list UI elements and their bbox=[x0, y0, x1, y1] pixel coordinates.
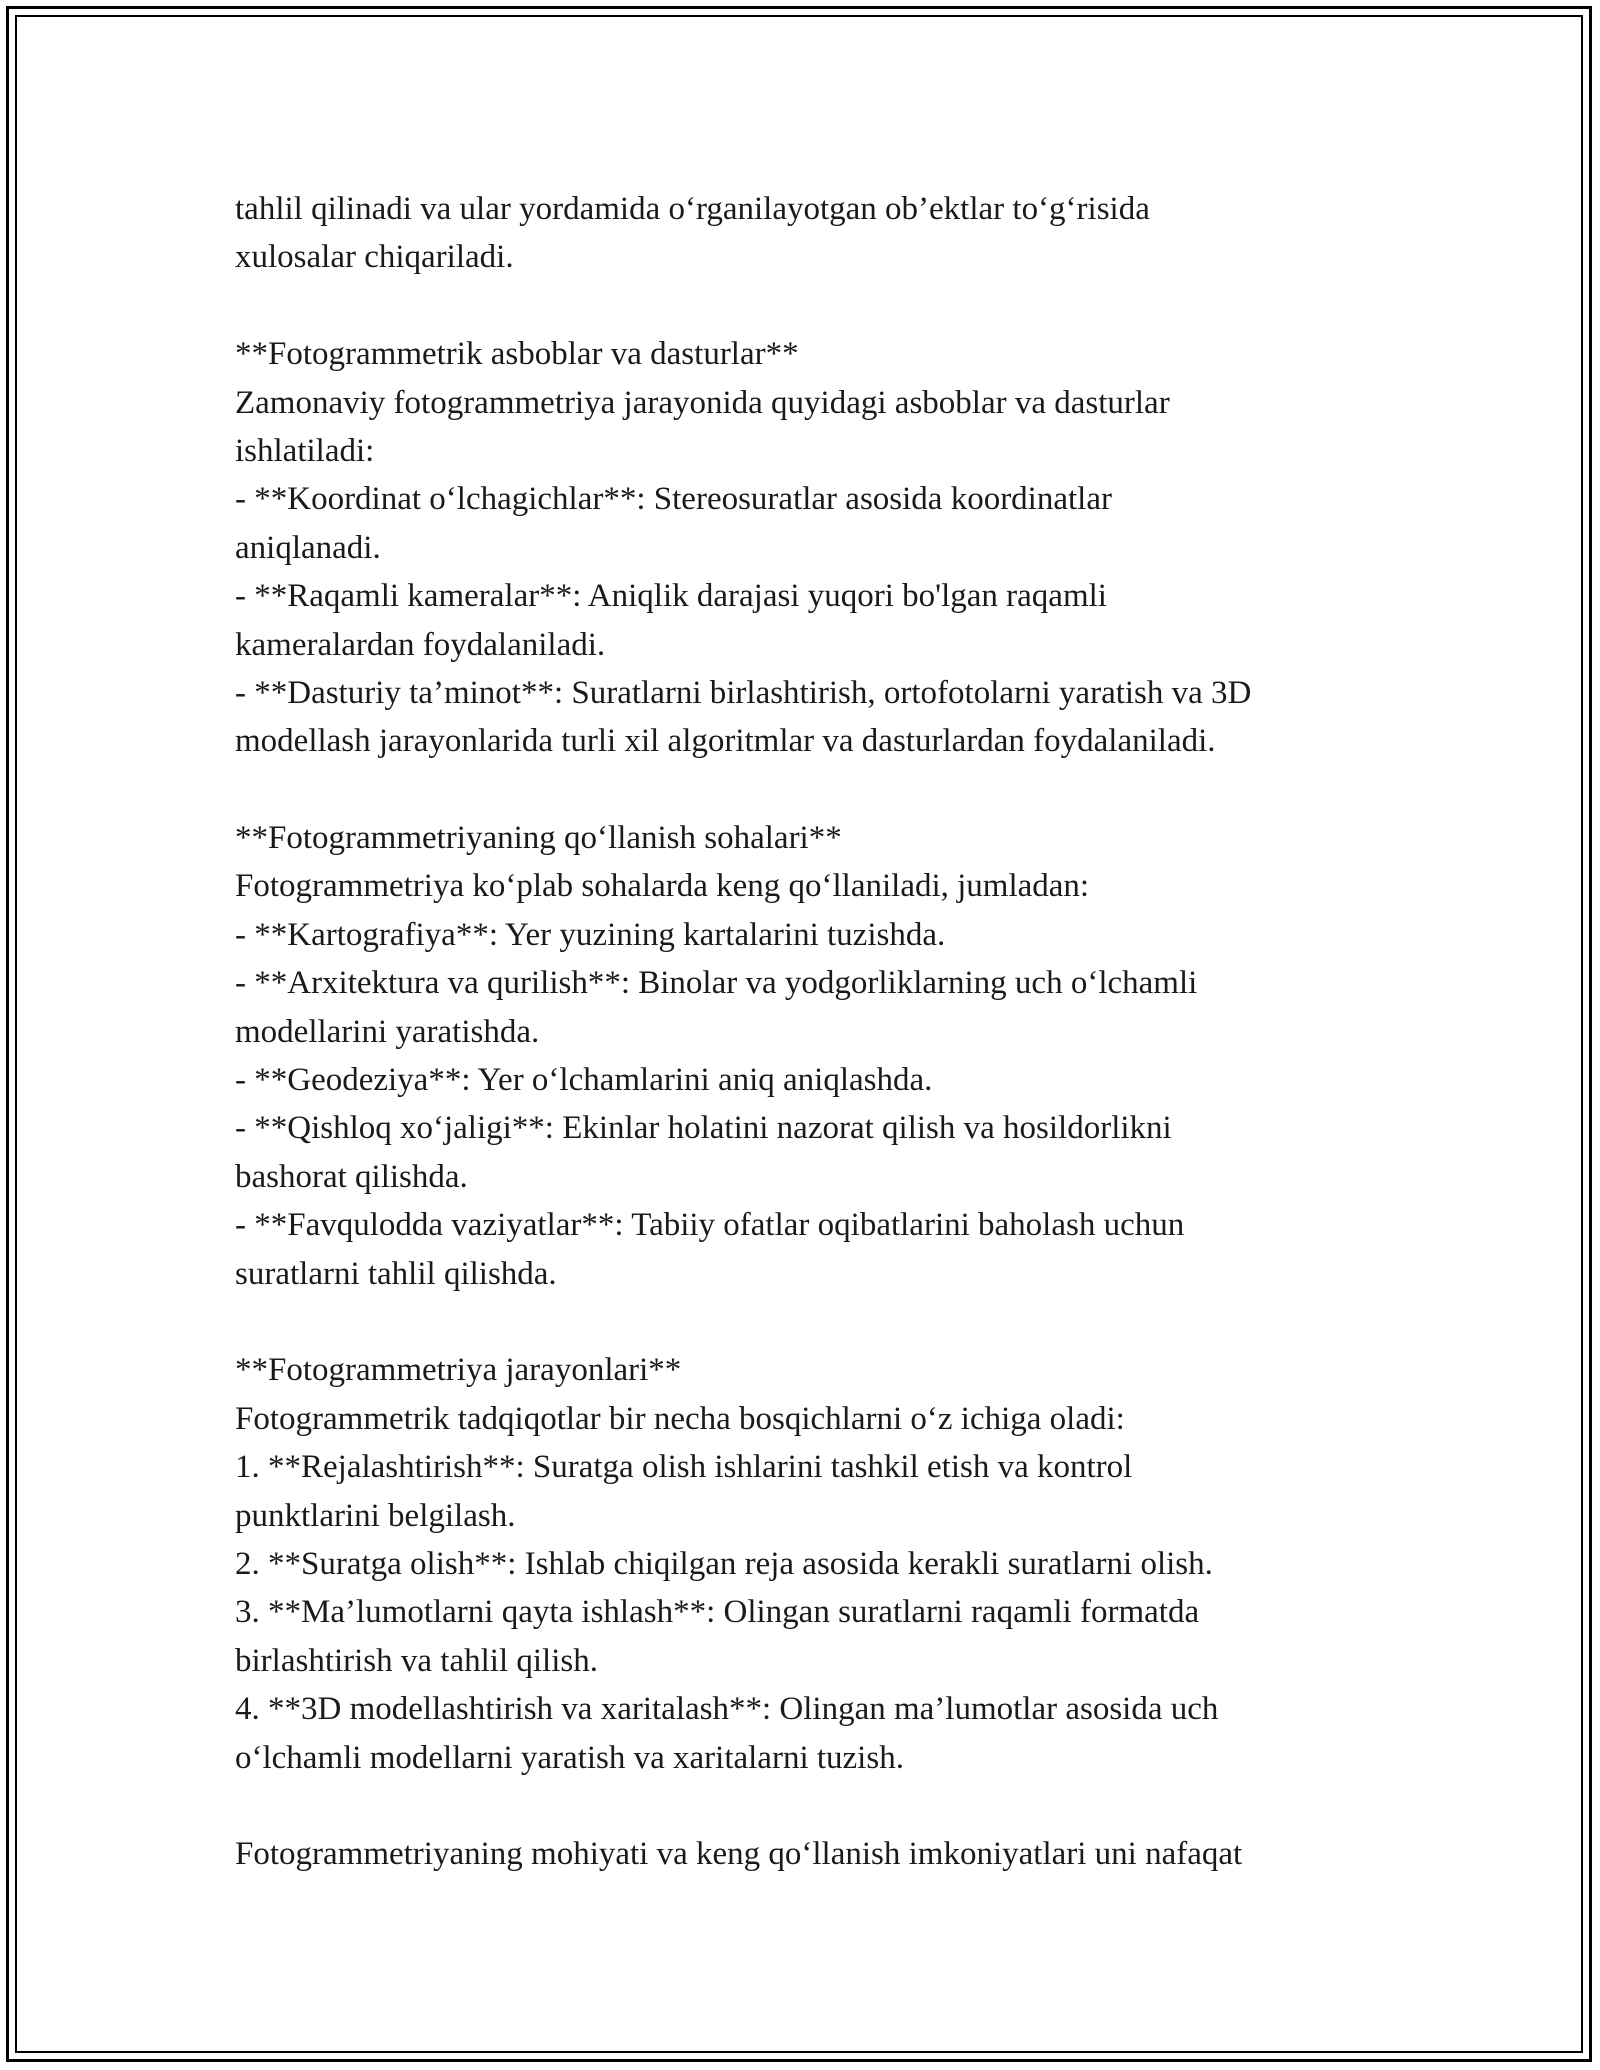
list-item-line: - **Kartografiya**: Yer yuzining kartalarini tuzishda. bbox=[235, 916, 946, 953]
list-item-line: - **Arxitektura va qurilish**: Binolar va yodgorliklarning uch o‘lchamli bbox=[235, 965, 1198, 1002]
list-item-line: - **Raqamli kameralar**: Aniqlik darajasi yuqori bo'lgan raqamli bbox=[235, 578, 1107, 615]
list-item-line: 2. **Suratga olish**: Ishlab chiqilgan reja asosida kerakli suratlarni olish. bbox=[235, 1545, 1213, 1582]
text-line: Fotogrammetrik tadqiqotlar bir necha bosqichlarni o‘z ichiga oladi: bbox=[235, 1400, 1125, 1437]
document-body bbox=[235, 185, 1395, 1879]
list-item-line: - **Favqulodda vaziyatlar**: Tabiiy ofatlar oqibatlarini baholash uchun bbox=[235, 1207, 1185, 1244]
paragraph bbox=[235, 814, 1395, 1298]
section-heading: **Fotogrammetrik asboblar va dasturlar** bbox=[235, 336, 799, 373]
list-item-line: punktlarini belgilash. bbox=[235, 1497, 516, 1534]
list-item-line: - **Koordinat o‘lchagichlar**: Stereosuratlar asosida koordinatlar bbox=[235, 481, 1112, 518]
list-item-line: 3. **Ma’lumotlarni qayta ishlash**: Olingan suratlarni raqamli formatda bbox=[235, 1594, 1200, 1631]
list-item-line: 1. **Rejalashtirish**: Suratga olish ishlarini tashkil etish va kontrol bbox=[235, 1449, 1133, 1486]
list-item-line: - **Geodeziya**: Yer o‘lchamlarini aniq aniqlashda. bbox=[235, 1062, 933, 1099]
paragraph-gap bbox=[235, 1782, 1395, 1830]
list-item-line: o‘lchamli modellarni yaratish va xaritalarni tuzish. bbox=[235, 1739, 904, 1776]
text-line: xulosalar chiqariladi. bbox=[235, 239, 514, 276]
list-item-line: - **Qishloq xo‘jaligi**: Ekinlar holatini nazorat qilish va hosildorlikni bbox=[235, 1110, 1172, 1147]
paragraph bbox=[235, 330, 1395, 766]
list-item-line: 4. **3D modellashtirish va xaritalash**: Olingan ma’lumotlar asosida uch bbox=[235, 1691, 1219, 1728]
list-item-line: modellash jarayonlarida turli xil algoritmlar va dasturlardan foydalaniladi. bbox=[235, 723, 1216, 760]
list-item-line: suratlarni tahlil qilishda. bbox=[235, 1255, 557, 1292]
text-line: Zamonaviy fotogrammetriya jarayonida quyidagi asboblar va dasturlar bbox=[235, 384, 1170, 421]
text-line: Fotogrammetriyaning mohiyati va keng qo‘llanish imkoniyatlari uni nafaqat bbox=[235, 1836, 1243, 1873]
paragraph-gap bbox=[235, 766, 1395, 814]
paragraph-gap bbox=[235, 1298, 1395, 1346]
section-heading: **Fotogrammetriya jarayonlari** bbox=[235, 1352, 682, 1389]
section-heading: **Fotogrammetriyaning qo‘llanish sohalari** bbox=[235, 820, 842, 857]
list-item-line: bashorat qilishda. bbox=[235, 1158, 468, 1195]
list-item-line: aniqlanadi. bbox=[235, 529, 381, 566]
paragraph bbox=[235, 185, 1395, 282]
text-line: Fotogrammetriya ko‘plab sohalarda keng qo‘llaniladi, jumladan: bbox=[235, 868, 1090, 905]
paragraph bbox=[235, 1346, 1395, 1782]
text-line: ishlatiladi: bbox=[235, 432, 375, 469]
paragraph bbox=[235, 1830, 1395, 1878]
list-item-line: modellarini yaratishda. bbox=[235, 1013, 540, 1050]
paragraph-gap bbox=[235, 282, 1395, 330]
list-item-line: birlashtirish va tahlil qilish. bbox=[235, 1642, 598, 1679]
list-item-line: - **Dasturiy ta’minot**: Suratlarni birlashtirish, ortofotolarni yaratish va 3D bbox=[235, 674, 1252, 711]
text-line: tahlil qilinadi va ular yordamida o‘rganilayotgan ob’ektlar to‘g‘risida bbox=[235, 191, 1150, 227]
list-item-line: kameralardan foydalaniladi. bbox=[235, 626, 606, 663]
